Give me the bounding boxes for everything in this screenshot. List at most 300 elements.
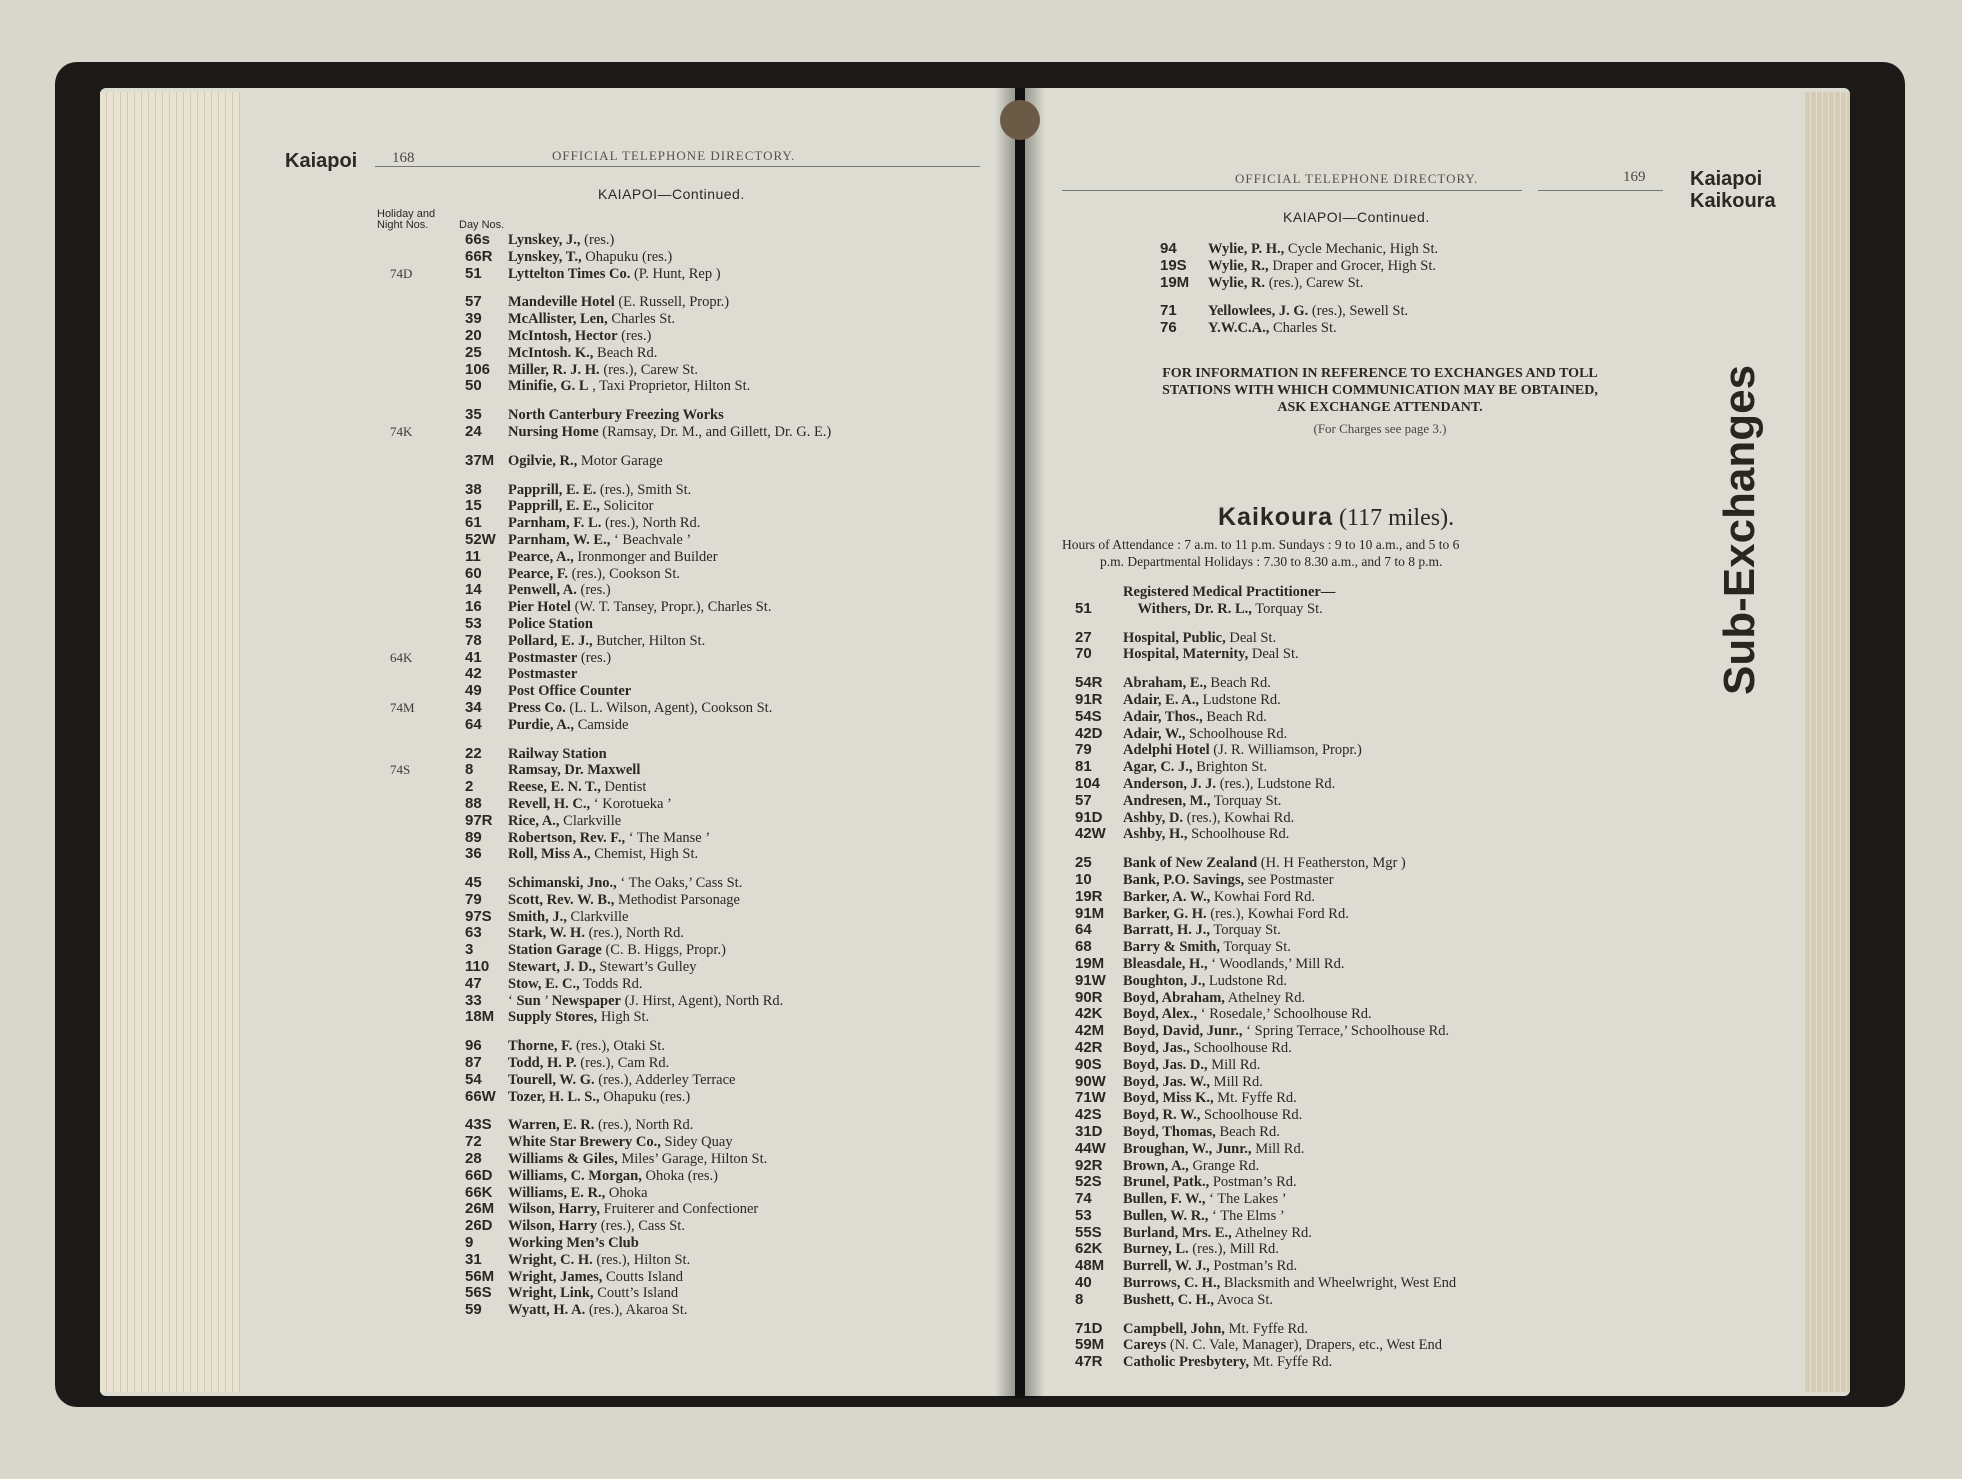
directory-entry [390, 1218, 1000, 1235]
subscriber-name: Pier Hotel (W. T. Tansey, Propr.), Charles St. [508, 599, 772, 616]
directory-entry [1075, 1241, 1695, 1258]
directory-entry [390, 813, 1000, 830]
entry-gap [1160, 291, 1660, 303]
day-number: 52S [1075, 1173, 1102, 1191]
day-number: 45 [465, 874, 482, 892]
day-number: 47R [1075, 1353, 1103, 1371]
directory-entry [1075, 1141, 1695, 1158]
day-number: 27 [1075, 628, 1092, 646]
left-page-edges [100, 92, 240, 1392]
directory-entry [390, 683, 1000, 700]
subscriber-name: Wright, C. H. (res.), Hilton St. [508, 1251, 691, 1268]
subscriber-name: Barker, G. H. (res.), Kowhai Ford Rd. [1123, 905, 1349, 922]
directory-entry [1075, 776, 1695, 793]
left-header-place: Kaiapoi [285, 150, 358, 172]
directory-entry [1075, 939, 1695, 956]
subscriber-name: Withers, Dr. R. L., Torquay St. [1137, 600, 1323, 617]
subscriber-name: Catholic Presbytery, Mt. Fyffe Rd. [1123, 1354, 1333, 1371]
day-number: 42S [1075, 1106, 1102, 1124]
day-number: 87 [465, 1054, 482, 1072]
directory-entry [1075, 793, 1695, 810]
directory-entry [390, 453, 1000, 470]
directory-entry [390, 378, 1000, 395]
directory-entry [390, 311, 1000, 328]
subscriber-name: Boyd, Miss K., Mt. Fyffe Rd. [1123, 1090, 1297, 1107]
day-number: 40 [1075, 1274, 1092, 1292]
day-number: 51 [1075, 599, 1092, 617]
directory-entry [390, 1134, 1000, 1151]
night-number: 74S [390, 762, 411, 778]
directory-entry [390, 779, 1000, 796]
directory-entry [1075, 1191, 1695, 1208]
directory-entry [390, 1089, 1000, 1106]
entry-gap [390, 441, 1000, 453]
subscriber-name: Bushett, C. H., Avoca St. [1123, 1291, 1273, 1308]
day-number: 59 [465, 1301, 482, 1319]
right-header-title: OFFICIAL TELEPHONE DIRECTORY. [1235, 171, 1479, 186]
directory-entry [1075, 692, 1695, 709]
day-number: 2 [465, 778, 474, 796]
directory-entry [390, 1235, 1000, 1252]
day-number: 110 [465, 958, 490, 976]
day-number: 14 [465, 581, 482, 599]
directory-entry [390, 1302, 1000, 1319]
subscriber-name: Postmaster [508, 666, 578, 683]
day-number: 72 [465, 1133, 482, 1151]
day-number: 8 [1075, 1290, 1084, 1308]
directory-entry [390, 1055, 1000, 1072]
day-number: 31 [465, 1250, 482, 1268]
subscriber-name: Abraham, E., Beach Rd. [1123, 675, 1271, 692]
subscriber-name: Papprill, E. E., Solicitor [508, 498, 654, 515]
binding-hole [1000, 100, 1040, 140]
day-number: 52W [465, 530, 496, 548]
entry-gap [1075, 663, 1695, 675]
day-number: 42M [1075, 1022, 1105, 1040]
right-header-rule-left [1062, 190, 1522, 191]
subscriber-name: Bullen, W. R., ‘ The Elms ’ [1123, 1207, 1285, 1224]
subscriber-name: Hospital, Public, Deal St. [1123, 629, 1277, 646]
right-section-title: KAIAPOI—Continued. [1283, 209, 1430, 225]
directory-entry [1075, 584, 1695, 601]
day-number: 48M [1075, 1257, 1105, 1275]
day-number: 8 [465, 761, 474, 779]
subscriber-name: Barry & Smith, Torquay St. [1123, 939, 1291, 956]
directory-entry [390, 1038, 1000, 1055]
directory-entry [390, 1151, 1000, 1168]
subscriber-name: Warren, E. R. (res.), North Rd. [508, 1117, 694, 1134]
day-number: 97S [465, 907, 492, 925]
subscriber-name: Boyd, R. W., Schoolhouse Rd. [1123, 1107, 1303, 1124]
day-number: 43S [465, 1116, 492, 1134]
day-number: 42K [1075, 1005, 1103, 1023]
day-number: 20 [465, 326, 482, 344]
directory-entry [390, 796, 1000, 813]
directory-entry [1075, 810, 1695, 827]
directory-entry [390, 1168, 1000, 1185]
day-number: 50 [465, 377, 482, 395]
subscriber-name: Police Station [508, 615, 593, 632]
day-number: 25 [465, 343, 482, 361]
day-number: 71W [1075, 1089, 1106, 1107]
subscriber-name: Boyd, Abraham, Athelney Rd. [1123, 989, 1306, 1006]
day-number: 51 [465, 264, 482, 282]
kaikoura-title: Kaikoura [1218, 503, 1333, 531]
left-header-title: OFFICIAL TELEPHONE DIRECTORY. [552, 148, 796, 163]
day-number: 34 [465, 698, 482, 716]
day-number: 33 [465, 991, 482, 1009]
right-header-place-2: Kaikoura [1690, 190, 1776, 212]
day-number: 66D [465, 1166, 493, 1184]
day-number: 66R [465, 247, 493, 265]
night-column-header [377, 209, 435, 231]
subscriber-name: Ogilvie, R., Motor Garage [508, 452, 663, 469]
directory-entry [1075, 1006, 1695, 1023]
day-number: 47 [465, 974, 482, 992]
subscriber-name: Boyd, Thomas, Beach Rd. [1123, 1123, 1280, 1140]
subscriber-name: Wylie, R. (res.), Carew St. [1208, 274, 1364, 291]
night-column-header-line: Holiday and [377, 208, 436, 220]
subscriber-name: Parnham, W. E., ‘ Beachvale ’ [508, 531, 692, 548]
subscriber-name: Stewart, J. D., Stewart’s Gulley [508, 959, 697, 976]
kaikoura-distance: (117 miles). [1338, 505, 1455, 531]
directory-entry [1160, 258, 1660, 275]
subscriber-name: Bleasdale, H., ‘ Woodlands,’ Mill Rd. [1123, 955, 1345, 972]
subscriber-name: Ashby, H., Schoolhouse Rd. [1123, 826, 1290, 843]
directory-entry [390, 925, 1000, 942]
subscriber-name: Lynskey, T., Ohapuku (res.) [508, 248, 673, 265]
day-number: 38 [465, 480, 482, 498]
day-number: 97R [465, 811, 493, 829]
subscriber-name: Barratt, H. J., Torquay St. [1123, 922, 1281, 939]
day-number: 96 [465, 1037, 482, 1055]
subscriber-name: Wilson, Harry (res.), Cass St. [508, 1218, 685, 1235]
directory-entry [1075, 742, 1695, 759]
day-number: 54 [465, 1070, 482, 1088]
day-number: 44W [1075, 1139, 1106, 1157]
info-line: STATIONS WITH WHICH COMMUNICATION MAY BE OBTAINED, [1162, 383, 1598, 398]
day-number: 61 [465, 514, 482, 532]
directory-entry [1075, 1354, 1695, 1371]
subscriber-name: Purdie, A., Camside [508, 716, 629, 733]
directory-entry [390, 1185, 1000, 1202]
entry-gap [1075, 843, 1695, 855]
day-number: 35 [465, 406, 482, 424]
subscriber-name: Lynskey, J., (res.) [508, 232, 615, 248]
subscriber-name: Boyd, David, Junr., ‘ Spring Terrace,’ Schoolhouse Rd. [1123, 1023, 1450, 1040]
directory-entry [390, 566, 1000, 583]
day-number: 79 [1075, 741, 1092, 759]
directory-entry [390, 1252, 1000, 1269]
subscriber-name: Registered Medical Practitioner— [1123, 584, 1336, 600]
entry-gap [390, 734, 1000, 746]
subscriber-name: Parnham, F. L. (res.), North Rd. [508, 515, 701, 532]
day-number: 89 [465, 828, 482, 846]
subscriber-name: Robertson, Rev. F., ‘ The Manse ’ [508, 829, 711, 846]
directory-entry [1160, 275, 1660, 292]
directory-entry [390, 700, 1000, 717]
day-number: 54R [1075, 674, 1103, 692]
day-number: 57 [465, 293, 482, 311]
directory-entry [390, 909, 1000, 926]
sub-exchanges-side-tab: Sub-Exchanges [1715, 364, 1764, 695]
entry-gap [1075, 1309, 1695, 1321]
entry-gap [390, 470, 1000, 482]
day-number: 56M [465, 1267, 495, 1285]
info-line: FOR INFORMATION IN REFERENCE TO EXCHANGES AND TOLL [1162, 366, 1598, 381]
directory-entry [390, 846, 1000, 863]
subscriber-name: Smith, J., Clarkville [508, 908, 629, 925]
day-number: 15 [465, 497, 482, 515]
directory-entry [390, 650, 1000, 667]
day-number: 79 [465, 890, 482, 908]
directory-entry [390, 266, 1000, 283]
subscriber-name: Adelphi Hotel (J. R. Williamson, Propr.) [1123, 742, 1362, 759]
subscriber-name: Pearce, A., Ironmonger and Builder [508, 548, 718, 565]
subscriber-name: Agar, C. J., Brighton St. [1123, 759, 1268, 776]
directory-entry [390, 976, 1000, 993]
subscriber-name: Scott, Rev. W. B., Methodist Parsonage [508, 891, 740, 908]
charges-note: (For Charges see page 3.) [1313, 421, 1447, 436]
directory-entry [1075, 1057, 1695, 1074]
directory-entry [390, 482, 1000, 499]
subscriber-name: Miller, R. J. H. (res.), Carew St. [508, 361, 698, 378]
right-page-edges [1805, 92, 1850, 1392]
subscriber-name: Pearce, F. (res.), Cookson St. [508, 565, 680, 582]
subscriber-name: Broughan, W., Junr., Mill Rd. [1123, 1140, 1305, 1157]
subscriber-name: Adair, E. A., Ludstone Rd. [1123, 691, 1281, 708]
directory-entry [390, 599, 1000, 616]
subscriber-name: Hospital, Maternity, Deal St. [1123, 646, 1299, 663]
day-number: 68 [1075, 938, 1092, 956]
subscriber-name: McIntosh. K., Beach Rd. [508, 344, 658, 361]
day-number: 16 [465, 598, 482, 616]
directory-entry [390, 532, 1000, 549]
day-number: 54S [1075, 707, 1102, 725]
hours-line-1: Hours of Attendance : 7 a.m. to 11 p.m. Sundays : 9 to 10 a.m., and 5 to 6 [1062, 537, 1460, 552]
day-number: 63 [465, 924, 482, 942]
day-number: 81 [1075, 758, 1092, 776]
directory-entry [1160, 320, 1660, 337]
day-number: 11 [465, 547, 481, 565]
day-number: 90S [1075, 1055, 1102, 1073]
day-number: 49 [465, 682, 482, 700]
subscriber-name: Bullen, F. W., ‘ The Lakes ’ [1123, 1191, 1287, 1208]
day-number: 10 [1075, 870, 1092, 888]
subscriber-name: Boyd, Jas. W., Mill Rd. [1123, 1073, 1263, 1090]
subscriber-name: Tourell, W. G. (res.), Adderley Terrace [508, 1071, 736, 1088]
day-number: 42 [465, 665, 482, 683]
directory-entry [390, 362, 1000, 379]
subscriber-name: Yellowlees, J. G. (res.), Sewell St. [1208, 303, 1409, 320]
directory-entry [390, 830, 1000, 847]
directory-entry [1075, 1040, 1695, 1057]
directory-entry [390, 1285, 1000, 1302]
book-gutter [995, 88, 1045, 1398]
directory-entry [1075, 1292, 1695, 1309]
day-number: 76 [1160, 319, 1177, 337]
subscriber-name: Revell, H. C., ‘ Korotueka ’ [508, 795, 672, 812]
day-number: 9 [465, 1234, 474, 1252]
day-number: 104 [1075, 774, 1101, 792]
directory-entry [1075, 889, 1695, 906]
day-number: 59M [1075, 1336, 1105, 1354]
subscriber-name: ‘ Sun ’ Newspaper (J. Hirst, Agent), North Rd. [508, 992, 784, 1009]
directory-entry [1075, 1208, 1695, 1225]
subscriber-name: Wilson, Harry, Fruiterer and Confectioner [508, 1201, 759, 1218]
subscriber-name: Press Co. (L. L. Wilson, Agent), Cookson St. [508, 699, 773, 716]
subscriber-name: Wright, Link, Coutt’s Island [508, 1285, 679, 1302]
day-column-header: Day Nos. [459, 219, 505, 231]
subscriber-name: Burrell, W. J., Postman’s Rd. [1123, 1258, 1298, 1275]
directory-entry [390, 1117, 1000, 1134]
subscriber-name: Y.W.C.A., Charles St. [1208, 320, 1337, 337]
subscriber-name: McAllister, Len, Charles St. [508, 311, 676, 328]
subscriber-name: Postmaster (res.) [508, 649, 612, 666]
directory-entry [390, 345, 1000, 362]
day-number: 39 [465, 310, 482, 328]
subscriber-name: Rice, A., Clarkville [508, 812, 622, 829]
day-number: 36 [465, 845, 482, 863]
subscriber-name: Williams, C. Morgan, Ohoka (res.) [508, 1167, 718, 1184]
directory-entry [390, 515, 1000, 532]
right-header-rule-right [1538, 190, 1663, 191]
directory-entry [1075, 1158, 1695, 1175]
day-number: 18M [465, 1008, 495, 1026]
subscriber-name: Bank of New Zealand (H. H Featherston, Mgr ) [1123, 855, 1406, 872]
directory-entry [1075, 855, 1695, 872]
day-number: 88 [465, 794, 482, 812]
subscriber-name: Wylie, R., Draper and Grocer, High St. [1208, 257, 1437, 274]
night-number: 74D [390, 265, 413, 281]
directory-entry [390, 549, 1000, 566]
day-number: 25 [1075, 854, 1092, 872]
day-number: 57 [1075, 791, 1092, 809]
directory-entry [1160, 241, 1660, 258]
subscriber-name: Post Office Counter [508, 683, 632, 700]
directory-entry [390, 407, 1000, 424]
day-number: 53 [465, 614, 482, 632]
subscriber-name: Anderson, J. J. (res.), Ludstone Rd. [1123, 775, 1336, 792]
day-number: 66s [465, 231, 491, 248]
subscriber-name: Boyd, Alex., ‘ Rosedale,’ Schoolhouse Rd. [1123, 1006, 1372, 1023]
directory-entry [1075, 630, 1695, 647]
directory-entry [390, 1201, 1000, 1218]
directory-entry [1075, 956, 1695, 973]
directory-entry [1075, 906, 1695, 923]
subscriber-name: Burrows, C. H., Blacksmith and Wheelwright, West End [1123, 1275, 1457, 1292]
day-number: 92R [1075, 1156, 1103, 1174]
directory-entry [390, 498, 1000, 515]
directory-entry [390, 328, 1000, 345]
day-number: 53 [1075, 1206, 1092, 1224]
directory-entry [1075, 1258, 1695, 1275]
subscriber-name: Burland, Mrs. E., Athelney Rd. [1123, 1224, 1312, 1241]
directory-entry [390, 249, 1000, 266]
subscriber-name: Wyatt, H. A. (res.), Akaroa St. [508, 1302, 688, 1319]
directory-entry [390, 1269, 1000, 1286]
directory-entry [1075, 675, 1695, 692]
subscriber-name: Papprill, E. E. (res.), Smith St. [508, 481, 692, 498]
subscriber-name: Burney, L. (res.), Mill Rd. [1123, 1241, 1279, 1258]
directory-entry [1075, 1321, 1695, 1338]
left-page-number: 168 [392, 150, 415, 166]
left-section-title: KAIAPOI—Continued. [598, 186, 745, 202]
directory-entry [390, 1072, 1000, 1089]
night-column-header-line: Night Nos. [377, 219, 429, 231]
kaiapoi-continued-listing [1160, 241, 1660, 337]
directory-entry [1075, 726, 1695, 743]
day-number: 19R [1075, 887, 1103, 905]
day-number: 90W [1075, 1072, 1106, 1090]
directory-entry [390, 746, 1000, 763]
subscriber-name: Ramsay, Dr. Maxwell [508, 762, 641, 779]
subscriber-name: Schimanski, Jno., ‘ The Oaks,’ Cass St. [508, 875, 743, 892]
directory-entry [1075, 759, 1695, 776]
day-number: 91D [1075, 808, 1103, 826]
day-number: 22 [465, 744, 482, 762]
directory-entry [390, 892, 1000, 909]
subscriber-name: Boughton, J., Ludstone Rd. [1123, 972, 1287, 989]
directory-entry [1075, 709, 1695, 726]
day-number: 78 [465, 631, 482, 649]
directory-entry [1075, 1124, 1695, 1141]
subscriber-name: Wylie, P. H., Cycle Mechanic, High St. [1208, 241, 1439, 257]
night-number: 74M [390, 699, 415, 715]
subscriber-name: Tozer, H. L. S., Ohapuku (res.) [508, 1088, 691, 1105]
day-number: 28 [465, 1150, 482, 1168]
day-number: 71D [1075, 1319, 1103, 1337]
day-number: 66W [465, 1087, 496, 1105]
directory-entry [1075, 990, 1695, 1007]
hours-line-2: p.m. Departmental Holidays : 7.30 to 8.30 a.m., and 7 to 8 p.m. [1100, 554, 1443, 569]
exchange-info-notice [1080, 365, 1680, 416]
directory-entry [1075, 872, 1695, 889]
subscriber-name: Stow, E. C., Todds Rd. [508, 975, 643, 992]
day-number: 41 [465, 648, 482, 666]
left-header-rule [375, 166, 980, 167]
directory-entry [1075, 1225, 1695, 1242]
directory-entry [1075, 1174, 1695, 1191]
night-number: 74K [390, 423, 413, 439]
day-number: 66K [465, 1183, 493, 1201]
day-number: 26M [465, 1200, 495, 1218]
day-number: 37M [465, 451, 495, 469]
directory-entry [390, 294, 1000, 311]
directory-entry [1075, 1023, 1695, 1040]
directory-entry [390, 959, 1000, 976]
day-number: 64 [1075, 921, 1092, 939]
right-page-number: 169 [1623, 169, 1646, 185]
day-number: 60 [465, 564, 482, 582]
directory-entry [390, 582, 1000, 599]
left-listing [390, 232, 1000, 1319]
directory-entry [390, 1009, 1000, 1026]
subscriber-name: Mandeville Hotel (E. Russell, Propr.) [508, 294, 730, 311]
subscriber-name: Williams, E. R., Ohoka [508, 1184, 648, 1201]
subscriber-name: Stark, W. H. (res.), North Rd. [508, 925, 685, 942]
directory-entry [1075, 922, 1695, 939]
directory-entry [1075, 973, 1695, 990]
day-number: 24 [465, 422, 482, 440]
day-number: 55S [1075, 1223, 1102, 1241]
day-number: 71 [1160, 302, 1177, 320]
directory-entry [390, 232, 1000, 249]
subscriber-name: Nursing Home (Ramsay, Dr. M., and Gillett, Dr. G. E.) [508, 423, 832, 440]
subscriber-name: Boyd, Jas., Schoolhouse Rd. [1123, 1039, 1292, 1056]
entry-gap [1075, 618, 1695, 630]
directory-entry [390, 666, 1000, 683]
